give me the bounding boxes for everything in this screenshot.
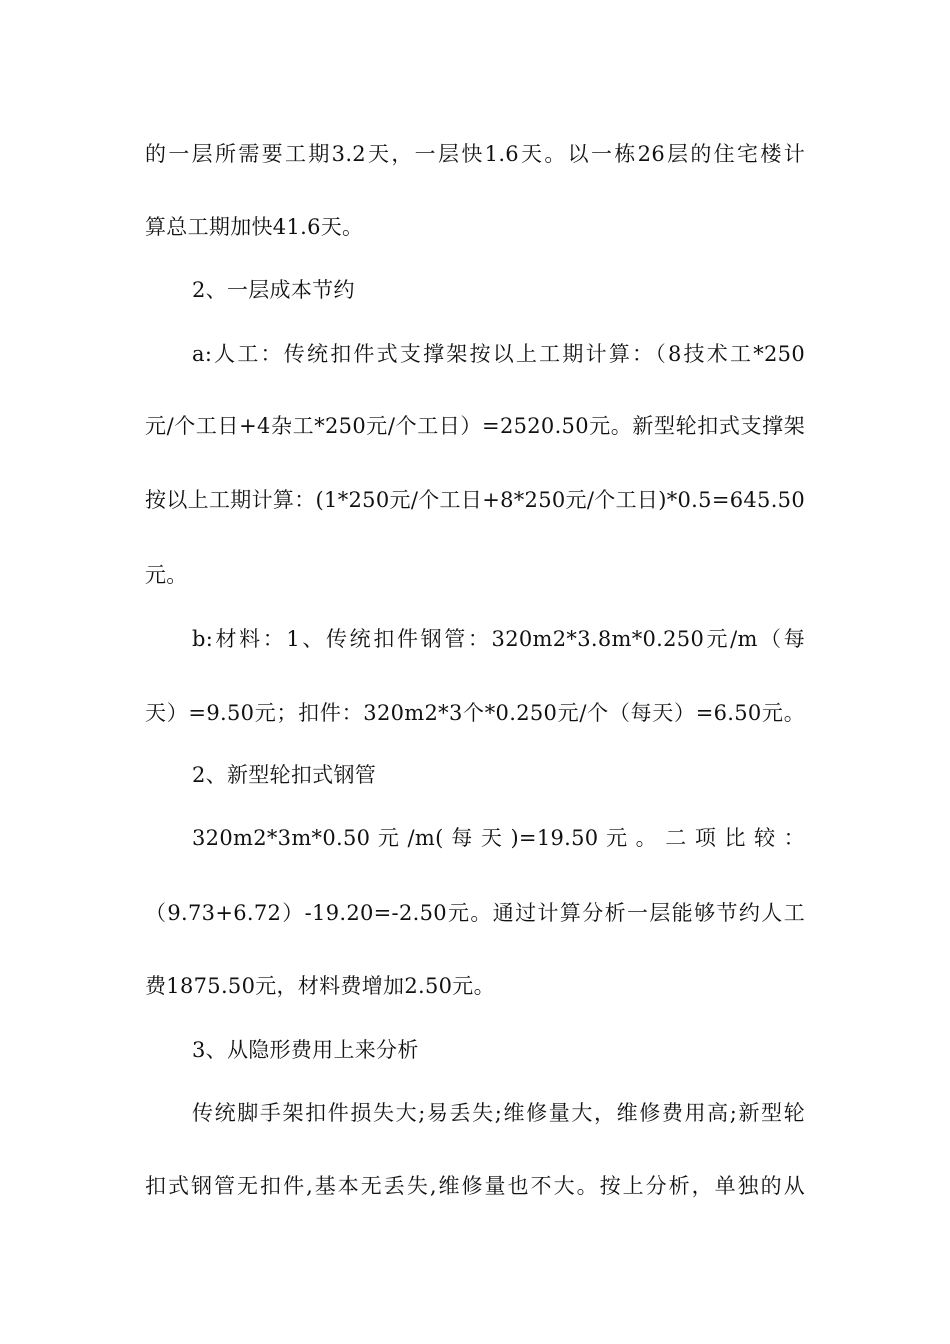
paragraph-line: b:材料：1、传统扣件钢管：320m2*3.8m*0.250元/m（每 [192, 627, 805, 651]
paragraph-line: 传统脚手架扣件损失大;易丢失;维修量大，维修费用高;新型轮 [192, 1101, 805, 1125]
paragraph-line: 费1875.50元，材料费增加2.50元。 [145, 974, 495, 998]
paragraph-line: a:人工：传统扣件式支撑架按以上工期计算：（8技术工*250 [192, 342, 805, 366]
paragraph-line: 的一层所需要工期3.2天，一层快1.6天。以一栋26层的住宅楼计 [145, 142, 805, 166]
section-heading: 3、从隐形费用上来分析 [192, 1038, 419, 1062]
paragraph-line: 320m2*3m*0.50 元 /m( 每 天 )=19.50 元 。 二 项 比 较 ： [192, 826, 805, 850]
paragraph-line: 扣式钢管无扣件,基本无丢失,维修量也不大。按上分析，单独的从 [145, 1174, 805, 1198]
paragraph-line: 算总工期加快41.6天。 [145, 215, 364, 239]
paragraph-line: （9.73+6.72）-19.20=-2.50元。通过计算分析一层能够节约人工 [145, 901, 805, 925]
section-heading: 2、一层成本节约 [192, 278, 355, 302]
paragraph-line: 天）=9.50元；扣件：320m2*3个*0.250元/个（每天）=6.50元。 [145, 701, 805, 725]
section-heading: 2、新型轮扣式钢管 [192, 763, 377, 787]
paragraph-line: 元/个工日+4杂工*250元/个工日）=2520.50元。新型轮扣式支撑架 [145, 414, 805, 438]
paragraph-line: 元。 [145, 563, 188, 587]
paragraph-line: 按以上工期计算：(1*250元/个工日+8*250元/个工日)*0.5=645.50 [145, 488, 805, 512]
